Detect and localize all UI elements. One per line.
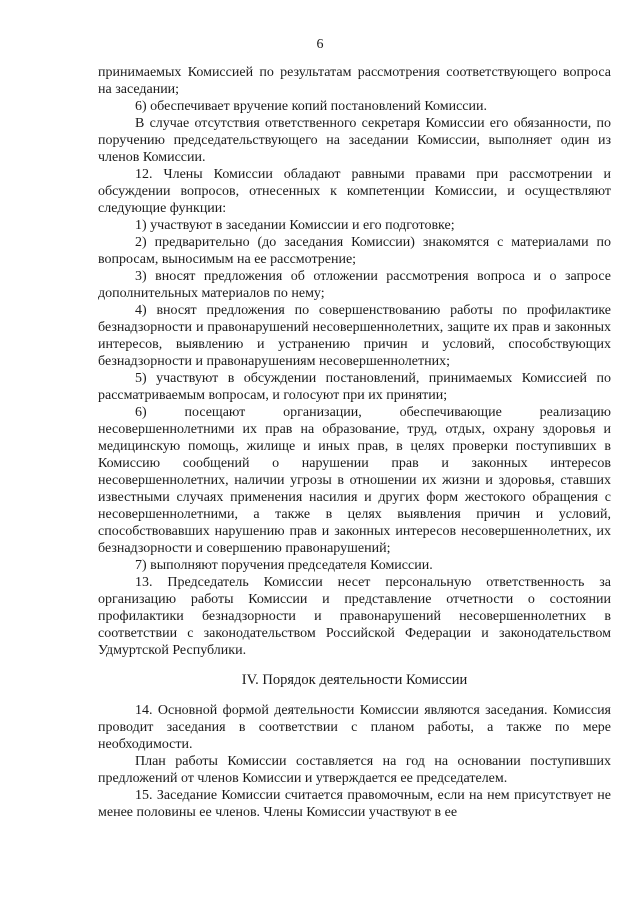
paragraph-p-12-4: 4) вносят предложения по совершенствованию работы по профилактике безнадзорности и правонарушений несовершеннолетних, защите их прав и законных интересов, выявлению и устранению причин и условий, способствующих безнадзорности и правонарушениям несовершеннолетних;: [98, 303, 611, 369]
paragraph-p-12-5: 5) участвуют в обсуждении постановлений, принимаемых Комиссией по рассматриваемым вопросам, и голосуют при их принятии;: [98, 371, 611, 403]
paragraphs-bottom: [98, 702, 611, 821]
page-number: 6: [316, 37, 324, 52]
document-body: [98, 64, 611, 821]
paragraph-p-12-2: 2) предварительно (до заседания Комиссии) знакомятся с материалами по вопросам, выносимым на ее рассмотрение;: [98, 235, 611, 267]
paragraph-p-12: 12. Члены Комиссии обладают равными правами при рассмотрении и обсуждении вопросов, отнесенных к компетенции Комиссии, и осуществляют следующие функции:: [98, 167, 611, 216]
paragraph-p-12-6: 6) посещают организации, обеспечивающие реализацию несовершеннолетними их прав на образование, труд, отдых, охрану здоровья и медицинскую помощь, жилище и иных прав, в целях проверки поступивших в Комиссию сообщений о нарушении прав и законных интересов несовершеннолетних, наличии угрозы в отношении их жизни и здоровья, ставших известными случаях применения насилия и других форм жестокого обращения с несовершеннолетними, а также в целях выявления причин и условий, способствовавших нарушению прав и законных интересов несовершеннолетних, их безнадзорности и совершению правонарушений;: [98, 405, 611, 556]
section-heading: IV. Порядок деятельности Комиссии: [241, 672, 468, 688]
paragraph-p-plan: План работы Комиссии составляется на год на основании поступивших предложений от членов Комиссии и утверждается ее председателем.: [98, 754, 611, 786]
paragraph-p-14: 14. Основной формой деятельности Комиссии являются заседания. Комиссия проводит заседания в соответствии с планом работы, а также по мере необходимости.: [98, 703, 611, 752]
paragraph-p-absence: В случае отсутствия ответственного секретаря Комиссии его обязанности, по поручению председательствующего на заседании Комиссии, выполняет один из членов Комиссии.: [98, 116, 611, 165]
paragraphs-top: [98, 64, 611, 659]
paragraph-p-12-7: 7) выполняют поручения председателя Комиссии.: [135, 558, 433, 573]
paragraph-p-cont: принимаемых Комиссией по результатам рассмотрения соответствующего вопроса на заседании;: [98, 65, 611, 97]
paragraph-p-15: 15. Заседание Комиссии считается правомочным, если на нем присутствует не менее половины ее членов. Члены Комиссии участвуют в ее: [98, 788, 611, 820]
paragraph-p-12-3: 3) вносят предложения об отложении рассмотрения вопроса и о запросе дополнительных материалов по нему;: [98, 269, 611, 301]
paragraph-p-12-1: 1) участвуют в заседании Комиссии и его подготовке;: [135, 218, 455, 233]
paragraph-p-13: 13. Председатель Комиссии несет персональную ответственность за организацию работы Комиссии и представление отчетности о состоянии профилактики безнадзорности и правонарушений несовершеннолетних в соответствии с законодательством Российской Федерации и законодательством Удмуртской Республики.: [98, 575, 611, 658]
paragraph-p-6: 6) обеспечивает вручение копий постановлений Комиссии.: [135, 99, 487, 114]
